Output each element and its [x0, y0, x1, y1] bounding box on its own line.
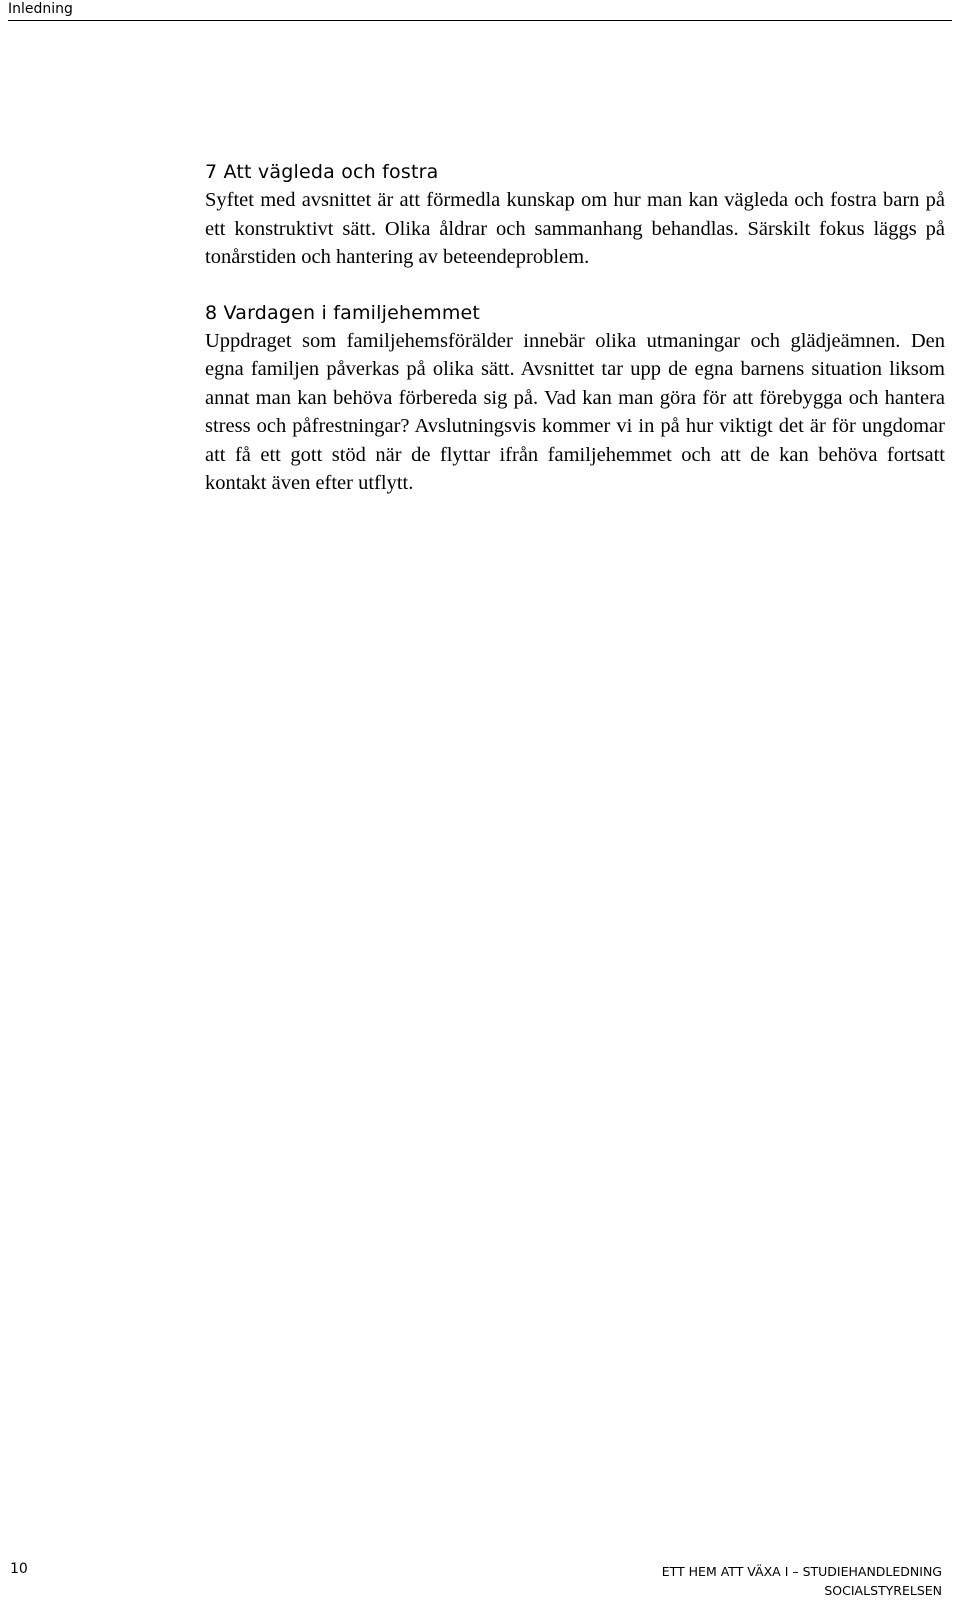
page-content [205, 158, 945, 498]
publisher-name: SOCIALSTYRELSEN [824, 1583, 942, 1598]
section-heading: 7 Att vägleda och fostra [205, 161, 439, 183]
section-body: Syftet med avsnittet är att förmedla kunskap om hur man kan vägleda och fostra barn på ett konstruktivt sätt. Olika åldrar och sammanhang behandlas. Särskilt fokus läggs på tonårstiden och hantering av beteendeproblem. [205, 189, 945, 268]
running-header [8, 0, 952, 21]
publication-title: ETT HEM ATT VÄXA I – STUDIEHANDLEDNING [661, 1564, 942, 1579]
section-heading: 8 Vardagen i familjehemmet [205, 301, 481, 324]
section-7 [205, 158, 945, 272]
section-8 [205, 299, 945, 498]
page-number: 10 [10, 1561, 28, 1577]
running-header-title: Inledning [8, 1, 73, 17]
page-footer [662, 1562, 942, 1600]
section-body: Uppdraget som familjehemsförälder innebär olika utmaningar och glädjeämnen. Den egna familjen påverkas på olika sätt. Avsnittet tar upp de egna barnens situation liksom annat man kan behöva förbereda sig på. Vad kan man göra för att förebygga och hantera stress och påfrestningar? Avslutningsvis kommer vi in på hur viktigt det är för ungdomar att få ett gott stöd när de flyttar ifrån familjehemmet och att de kan behöva fortsatt kontakt även efter utflytt. [205, 329, 945, 494]
